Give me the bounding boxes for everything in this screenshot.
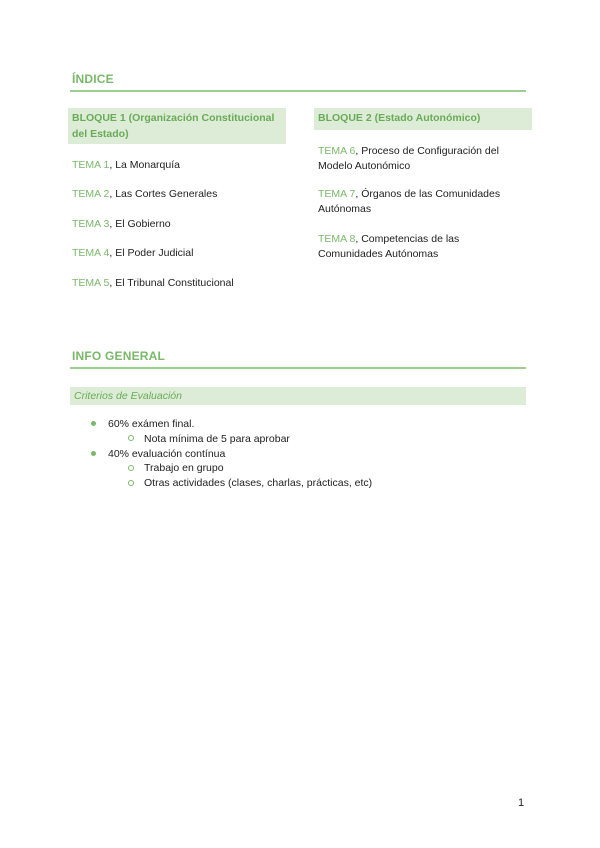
list-item-60: 60% exámen final. bbox=[108, 418, 195, 430]
tema-2 bbox=[72, 187, 287, 202]
bullet-ring-icon bbox=[128, 465, 134, 471]
tema-6-text: , Proceso de Configuración del Modelo Autonómico bbox=[318, 145, 499, 172]
tema-5-text: , El Tribunal Constitucional bbox=[109, 277, 234, 289]
bullet-dot-icon bbox=[91, 451, 96, 456]
tema-8 bbox=[318, 232, 523, 262]
tema-1 bbox=[72, 158, 287, 173]
tema-1-text: , La Monarquía bbox=[109, 159, 180, 171]
tema-6-number: TEMA 6 bbox=[318, 145, 356, 157]
bloque1-header: BLOQUE 1 (Organización Constitucional del Estado) bbox=[68, 108, 286, 144]
info-general-title: INFO GENERAL bbox=[72, 349, 166, 363]
list-subitem-trabajo-grupo: Trabajo en grupo bbox=[144, 462, 224, 474]
list-subitem-otras-actividades: Otras actividades (clases, charlas, prácticas, etc) bbox=[144, 477, 373, 489]
tema-3-number: TEMA 3 bbox=[72, 218, 110, 230]
tema-2-text: , Las Cortes Generales bbox=[109, 188, 218, 200]
tema-8-number: TEMA 8 bbox=[318, 233, 356, 245]
info-general-rule bbox=[70, 367, 526, 369]
bullet-ring-icon bbox=[128, 480, 134, 486]
tema-3-text: , El Gobierno bbox=[109, 218, 171, 230]
tema-7-number: TEMA 7 bbox=[318, 188, 356, 200]
bullet-ring-icon bbox=[128, 435, 134, 441]
bloque2-header: BLOQUE 2 (Estado Autonómico) bbox=[314, 108, 532, 130]
tema-3 bbox=[72, 217, 287, 232]
tema-2-number: TEMA 2 bbox=[72, 188, 110, 200]
tema-7-text: , Órganos de las Comunidades Autónomas bbox=[318, 188, 501, 215]
tema-7 bbox=[318, 187, 523, 217]
tema-4-text: , El Poder Judicial bbox=[109, 247, 194, 259]
bullet-dot-icon bbox=[91, 421, 96, 426]
criterios-header: Criterios de Evaluación bbox=[70, 387, 526, 405]
tema-1-number: TEMA 1 bbox=[72, 159, 110, 171]
tema-4 bbox=[72, 246, 287, 261]
indice-title: ÍNDICE bbox=[72, 72, 114, 86]
tema-6 bbox=[318, 144, 523, 174]
tema-5-number: TEMA 5 bbox=[72, 277, 110, 289]
page-number: 1 bbox=[518, 797, 525, 809]
tema-4-number: TEMA 4 bbox=[72, 247, 110, 259]
list-subitem-nota-minima: Nota mínima de 5 para aprobar bbox=[144, 433, 290, 445]
list-item-40: 40% evaluación contínua bbox=[108, 448, 226, 460]
indice-rule bbox=[70, 90, 526, 92]
tema-8-text: , Competencias de las Comunidades Autónomas bbox=[318, 233, 460, 260]
tema-5 bbox=[72, 276, 287, 291]
